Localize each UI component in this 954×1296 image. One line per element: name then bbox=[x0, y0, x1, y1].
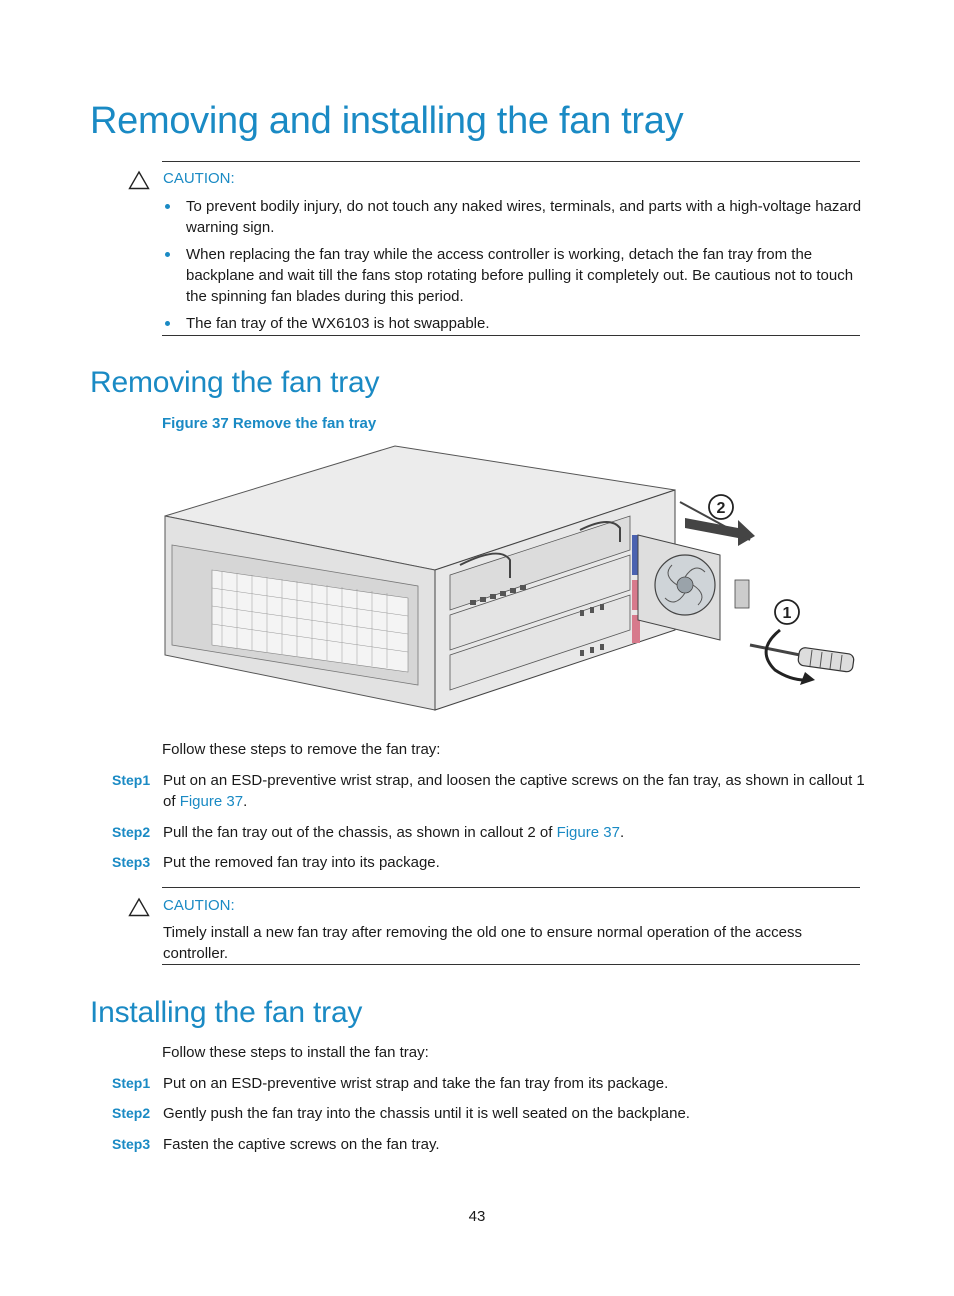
caution-rule bbox=[162, 964, 860, 965]
step-text: Fasten the captive screws on the fan tray. bbox=[163, 1136, 440, 1153]
removing-step-3 bbox=[112, 852, 872, 873]
caution-list bbox=[162, 196, 862, 340]
caution-item: When replacing the fan tray while the access controller is working, detach the fan tray from the backplane and wait till the fans stop rotating before pulling it completely out. Be cautious not to touch the spinning fan blades during this period. bbox=[162, 244, 862, 307]
section-heading-removing: Removing the fan tray bbox=[90, 366, 380, 399]
step-text: Pull the fan tray out of the chassis, as shown in callout 2 of Figure 37. bbox=[163, 824, 625, 841]
page-number: 43 bbox=[468, 1208, 486, 1225]
step-label: Step2 bbox=[112, 1105, 151, 1121]
installing-step-2 bbox=[112, 1103, 872, 1124]
removing-step-1 bbox=[112, 770, 872, 812]
figure-link[interactable]: Figure 37 bbox=[179, 793, 244, 810]
step-text: Put the removed fan tray into its package. bbox=[163, 854, 440, 871]
installing-step-1 bbox=[112, 1073, 872, 1094]
caution-rule bbox=[162, 887, 860, 888]
caution-item: The fan tray of the WX6103 is hot swappable. bbox=[162, 313, 862, 334]
installing-intro: Follow these steps to install the fan tray: bbox=[162, 1044, 429, 1061]
caution-label: CAUTION: bbox=[163, 170, 235, 187]
step-text: Gently push the fan tray into the chassis until it is well seated on the backplane. bbox=[163, 1105, 690, 1122]
caution-warning-icon bbox=[128, 170, 150, 195]
bullet-icon bbox=[165, 204, 170, 209]
bullet-icon bbox=[165, 252, 170, 257]
caution-warning-icon bbox=[128, 897, 150, 922]
step-label: Step1 bbox=[112, 1075, 151, 1091]
caution-rule bbox=[162, 335, 860, 336]
removing-step-2 bbox=[112, 822, 872, 843]
step-label: Step2 bbox=[112, 824, 151, 840]
step-label: Step3 bbox=[112, 1136, 151, 1152]
section-heading-installing: Installing the fan tray bbox=[90, 996, 363, 1029]
title-rule bbox=[162, 161, 860, 162]
page-title: Removing and installing the fan tray bbox=[90, 100, 684, 142]
removing-intro: Follow these steps to remove the fan tray: bbox=[162, 741, 441, 758]
caution-text: Timely install a new fan tray after removing the old one to ensure normal operation of the access controller. bbox=[163, 924, 802, 962]
step-label: Step1 bbox=[112, 772, 151, 788]
step-label: Step3 bbox=[112, 854, 151, 870]
figure-caption: Figure 37 Remove the fan tray bbox=[162, 415, 377, 432]
bullet-icon bbox=[165, 321, 170, 326]
caution-label: CAUTION: bbox=[163, 897, 235, 914]
fan-tray-removal-illustration bbox=[160, 440, 870, 715]
step-text: Put on an ESD-preventive wrist strap and take the fan tray from its package. bbox=[163, 1075, 669, 1092]
svg-text:1: 1 bbox=[782, 605, 792, 622]
installing-step-3 bbox=[112, 1134, 872, 1155]
caution-item: To prevent bodily injury, do not touch any naked wires, terminals, and parts with a high-voltage hazard warning sign. bbox=[162, 196, 862, 238]
svg-text:2: 2 bbox=[716, 500, 726, 517]
figure-link[interactable]: Figure 37 bbox=[556, 824, 620, 841]
step-text: Put on an ESD-preventive wrist strap, and loosen the captive screws on the fan tray, as shown in callout 1 of Figure 37. bbox=[163, 772, 865, 810]
